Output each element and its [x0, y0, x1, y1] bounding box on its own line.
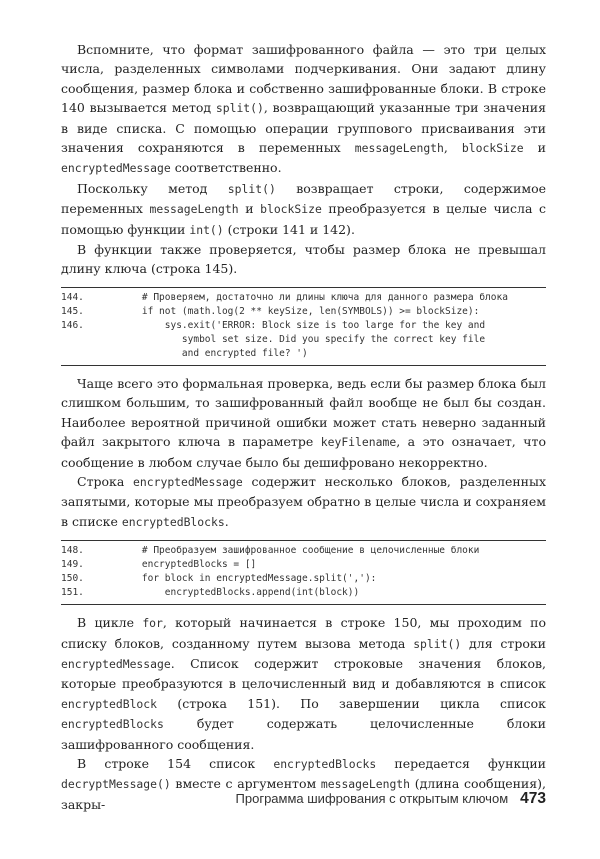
- code-line: [61, 586, 546, 600]
- line-number: [61, 347, 119, 361]
- code-line: [61, 305, 546, 319]
- code-line: [61, 319, 546, 333]
- code-text: symbol set size. Did you specify the correct key file: [119, 333, 486, 345]
- inline-code: blockSize: [260, 202, 322, 217]
- code-text: if not (math.log(2 ** keySize, len(SYMBOLS)) >= blockSize):: [119, 305, 480, 317]
- code-text: encryptedBlocks = []: [119, 559, 257, 571]
- line-number: 150.: [61, 573, 84, 585]
- code-text: encryptedBlocks.append(int(block)): [119, 587, 360, 599]
- page-footer: [210, 790, 546, 808]
- inline-code: messageLength: [320, 777, 411, 792]
- inline-code: int(): [189, 222, 224, 237]
- code-text: for block in encryptedMessage.split(','):: [119, 573, 377, 585]
- line-number: 151.: [61, 587, 84, 599]
- line-number: 149.: [61, 559, 84, 571]
- code-text: sys.exit('ERROR: Block size is too large for the key and: [119, 319, 486, 331]
- paragraph-3: В функции также проверяется, чтобы размер блока не превышал длину ключа (строка 145).: [61, 242, 546, 277]
- line-number: 144.: [61, 291, 84, 303]
- paragraph-7: В строке 154 список encryptedBlocks передается функции decryptMessage() вместе с аргументом messageLength (длина сообщения), закры-: [61, 755, 546, 812]
- code-line: [61, 347, 546, 361]
- paragraph-6: В цикле for, который начинается в строке 150, мы проходим по списку блоков, созданному путем вызова метода split() для строки encryptedMessage. Список содержит строковые значения блоков, которые преобразуются в целочисленный вид и добавляются в список encryptedBlock (строка 151). По завершении цикла список encryptedBlocks будет содержать целочисленные блоки зашифрованного сообщения.: [61, 615, 547, 752]
- inline-code: split(): [413, 636, 462, 651]
- inline-code: split(): [227, 181, 276, 196]
- inline-code: encryptedBlocks: [61, 717, 164, 732]
- inline-code: encryptedBlocks: [273, 756, 377, 771]
- running-title: Программа шифрования с открытым ключом: [235, 791, 509, 806]
- code-text: and encrypted file? '): [119, 347, 308, 359]
- page-content: [61, 40, 546, 814]
- paragraph-2: Поскольку метод split() возвращает строки, содержимое переменных messageLength и blockSize преобразуется в целые числа с помощью функции int() (строки 141 и 142).: [61, 180, 547, 237]
- line-number: 145.: [61, 305, 84, 317]
- page-number: 473: [520, 790, 546, 807]
- inline-code: keyFilename: [320, 435, 397, 450]
- inline-code: encryptedBlock: [61, 696, 158, 711]
- line-number: 146.: [61, 319, 84, 331]
- line-number: [61, 333, 119, 347]
- code-line: [61, 544, 546, 558]
- paragraph-5: Строка encryptedMessage содержит несколько блоков, разделенных запятыми, которые мы преобразуем обратно в целые числа и сохраняем в списке encryptedBlocks.: [61, 473, 546, 529]
- inline-code: encryptedBlocks: [121, 514, 225, 529]
- paragraph-1: Вспомните, что формат зашифрованного файла — это три целых числа, разделенных символами подчеркивания. Они задают длину сообщения, размер блока и собственно зашифрованные блоки. В строке 140 вызывается метод split(), возвращающий указанные три значения в виде списка. С помощью операции группового присваивания эти значения сохраняются в переменных messageLength, blockSize и encryptedMessage соответственно.: [61, 42, 547, 176]
- code-text: # Преобразуем зашифрованное сообщение в целочисленные блоки: [119, 545, 480, 557]
- inline-code: messageLength: [354, 141, 444, 156]
- inline-code: encryptedMessage: [61, 161, 171, 176]
- code-line: [61, 572, 546, 586]
- inline-code: decryptMessage(): [61, 777, 171, 792]
- inline-code: blockSize: [461, 141, 524, 156]
- inline-code: split(): [215, 101, 264, 116]
- inline-code: messageLength: [149, 202, 239, 217]
- code-line: [61, 558, 546, 572]
- code-listing-1: [61, 287, 546, 366]
- code-text: # Проверяем, достаточно ли длины ключа для данного размера блока: [119, 291, 508, 303]
- inline-code: encryptedMessage: [133, 474, 243, 489]
- inline-code: encryptedMessage: [61, 656, 171, 671]
- inline-code: for: [142, 616, 163, 631]
- code-line: [61, 291, 546, 305]
- code-listing-2: [61, 540, 546, 605]
- code-line: [61, 333, 546, 347]
- line-number: 148.: [61, 545, 84, 557]
- paragraph-4: Чаще всего это формальная проверка, ведь если бы размер блока был слишком большим, то зашифрованный файл вообще не был бы создан. Наиболее вероятной причиной ошибки может стать неверно заданный файл закрытого ключа в параметре keyFilename, а это означает, что сообщение в любом случае было бы дешифровано некорректно.: [61, 375, 546, 470]
